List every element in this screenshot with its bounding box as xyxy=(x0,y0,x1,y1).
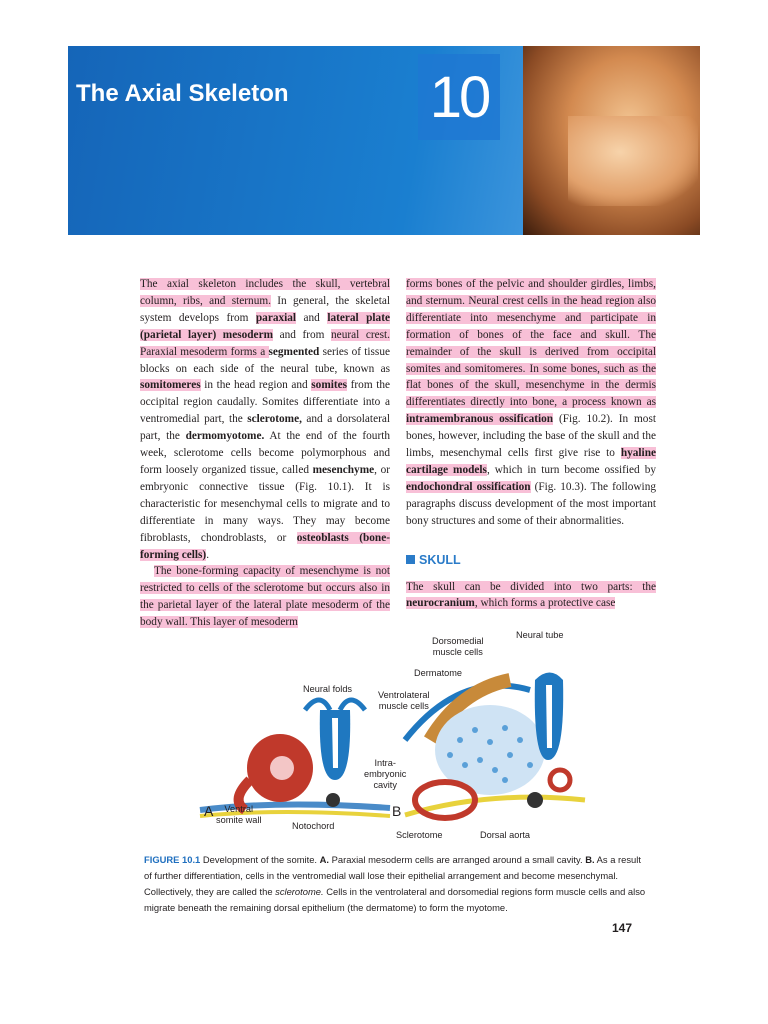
bold-term: osteoblasts (bone-forming cells) xyxy=(140,531,390,561)
paragraph xyxy=(140,276,390,563)
text-run: . xyxy=(206,548,210,561)
caption-text: Cells in the ventrolateral and dorsomedial regions form muscle cells and also migrate beneath the remaining dorsal epithelium (the dermatome) to form the myotome. xyxy=(144,886,646,913)
paragraph xyxy=(140,563,390,631)
body-column-2 xyxy=(406,276,656,612)
label-dermatome: Dermatome xyxy=(414,668,462,678)
text-run: At the end of the fourth week, sclerotome cells become polymorphous and form loosely organized tissue, called xyxy=(140,430,390,476)
highlight: The axial skeleton includes the skull, vertebral column, ribs, and sternum. xyxy=(140,278,390,307)
highlight: Paraxial mesoderm forms a xyxy=(140,345,269,358)
notochord-a xyxy=(326,793,340,807)
figure-10-1 xyxy=(190,630,590,845)
figure-number: FIGURE 10.1 xyxy=(144,854,201,865)
text-run: and xyxy=(296,311,328,324)
neural-fold-left xyxy=(305,700,330,710)
text-run: , which in turn become ossified by xyxy=(486,463,656,476)
paragraph xyxy=(406,276,656,530)
text-run: (Fig. 10.3). The following paragraphs discuss development of the most important bony structures and some of their abnormalities. xyxy=(406,480,656,527)
highlight: , which forms a protective case xyxy=(474,597,616,610)
neural-canal-a xyxy=(332,718,338,768)
square-bullet-icon xyxy=(406,555,415,564)
section-heading xyxy=(406,552,656,569)
chapter-photo-highlight xyxy=(568,116,698,206)
bold-term: mesenchyme xyxy=(312,463,375,476)
label-ventral-somite-wall: Ventral somite wall xyxy=(216,804,262,825)
bold-term: hyaline cartilage models xyxy=(406,447,656,476)
bold-term: paraxial xyxy=(255,311,297,324)
text-run: and a dorsolateral part, the xyxy=(140,413,391,443)
chapter-banner xyxy=(68,46,700,235)
label-dorsomedial-muscle-cells: Dorsomedial muscle cells xyxy=(432,636,484,657)
bold-term: intramembranous ossification xyxy=(406,413,554,426)
text-run: , or embryonic connective tissue (Fig. 10.1). It is characteristic for mesenchymal cells to migrate and to differentiate in many ways. They may become fibroblasts, chondroblasts, or xyxy=(140,463,390,544)
neural-canal-b xyxy=(546,685,552,748)
label-dorsal-aorta: Dorsal aorta xyxy=(480,830,531,840)
text-run: In general, the skeletal system develops from xyxy=(140,294,391,324)
dorsal-aorta xyxy=(550,770,570,790)
bold-term: lateral plate (parietal layer) mesoderm xyxy=(140,311,390,341)
highlight: The skull can be divided into two parts: the xyxy=(406,580,656,593)
bold-term: somitomeres xyxy=(140,379,201,392)
chapter-number: 10 xyxy=(418,54,500,140)
label-neural-folds: Neural folds xyxy=(303,684,353,694)
section-heading-text: SKULL xyxy=(419,552,461,567)
figure-caption xyxy=(144,852,650,916)
caption-panel-a: A. xyxy=(319,854,329,865)
caption-text: Development of the somite. xyxy=(200,854,320,865)
text-run: and from xyxy=(273,328,332,341)
notochord-b xyxy=(527,792,543,808)
text-run: series of tissue blocks on each side of the neural tube, known as xyxy=(140,345,390,375)
label-neural-tube: Neural tube xyxy=(516,630,564,640)
caption-text: As a result of further differentiation, cells in the ventromedial wall lose their epithelial arrangement and become mesenchymal. Collectively, they are called the xyxy=(144,854,641,897)
chapter-title: The Axial Skeleton xyxy=(76,80,289,107)
paragraph xyxy=(406,579,656,613)
body-column-1 xyxy=(140,276,390,631)
bold-term: endochondral ossification xyxy=(406,480,531,493)
text-run: (Fig. 10.2). In most bones, however, including the base of the skull and the limbs, mesenchymal cells first give rise to xyxy=(406,413,656,460)
text-run: in the head region and xyxy=(200,379,312,392)
page-number: 147 xyxy=(612,921,633,935)
somitocoel xyxy=(270,756,294,780)
bold-term: somites xyxy=(311,379,348,392)
label-intra-embryonic-cavity: Intra- embryonic cavity xyxy=(364,758,407,790)
caption-italic-term: sclerotome. xyxy=(275,886,324,897)
label-sclerotome: Sclerotome xyxy=(396,830,443,840)
text-run: from the occipital region caudally. Somites differentiate into a ventromedial part, the xyxy=(140,379,390,426)
neural-fold-right xyxy=(340,700,365,710)
bold-term: dermomyotome. xyxy=(185,430,265,443)
bold-term: segmented xyxy=(268,345,320,358)
endoderm-b xyxy=(405,797,585,815)
caption-text: Paraxial mesoderm cells are arranged around a small cavity. xyxy=(329,854,586,865)
bold-term: sclerotome, xyxy=(247,413,302,426)
highlight: forms bones of the pelvic and shoulder girdles, limbs, and sternum. Neural crest cells in the head region also differentiate into mesenchyme and participate in formation of bones of the face and skull. The remainder of the skull is derived from occipital somites and somitomeres. In some bones, such as the flat bones of the skull, mesenchyme in the dermis differentiates directly into bone, a process known as xyxy=(406,278,656,409)
label-ventrolateral-muscle-cells: Ventrolateral muscle cells xyxy=(378,690,430,711)
bold-term: neurocranium xyxy=(406,597,475,610)
highlight: neural crest. xyxy=(331,328,390,341)
panel-letter-b: B xyxy=(392,803,402,819)
highlight: The bone-forming capacity of mesenchyme is not restricted to cells of the sclerotome but occurs also in the parietal layer of the lateral plate mesoderm of the body wall. This layer of mesoderm xyxy=(140,565,390,629)
panel-letter-a: A xyxy=(204,803,214,819)
caption-panel-b: B. xyxy=(585,854,595,865)
label-notochord: Notochord xyxy=(292,821,335,831)
